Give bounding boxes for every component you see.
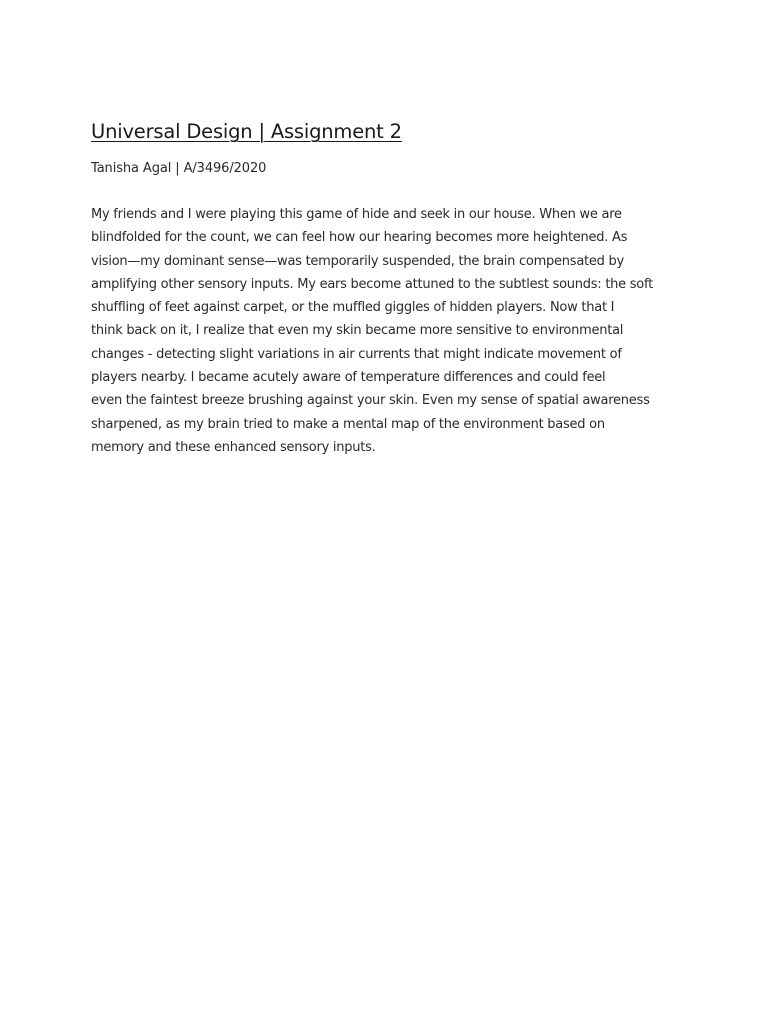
document-title: Universal Design | Assignment 2 [91,120,402,143]
paragraph-line: sharpened, as my brain tried to make a mental map of the environment based on [91,416,605,432]
author-byline: Tanisha Agal | A/3496/2020 [91,161,267,176]
paragraph-line: My friends and I were playing this game of hide and seek in our house. When we are [91,207,622,222]
paragraph-line: memory and these enhanced sensory inputs. [91,439,376,455]
document-content [91,118,691,459]
paragraph-line: even the faintest breeze brushing against your skin. Even my sense of spatial awareness [91,393,650,409]
paragraph-line: blindfolded for the count, we can feel how our hearing becomes more heightened. As [91,230,628,246]
paragraph-line: players nearby. I became acutely aware of temperature differences and could feel [91,370,606,386]
paragraph-line: amplifying other sensory inputs. My ears become attuned to the subtlest sounds: the soft [91,276,653,292]
paragraph-line: shuffling of feet against carpet, or the muffled giggles of hidden players. Now that I [91,300,615,316]
paragraph-line: changes - detecting slight variations in air currents that might indicate movement of [91,346,622,362]
body-paragraph [91,203,691,459]
paragraph-line: think back on it, I realize that even my skin became more sensitive to environmental [91,323,624,339]
paragraph-line: vision—my dominant sense—was temporarily suspended, the brain compensated by [91,253,624,269]
